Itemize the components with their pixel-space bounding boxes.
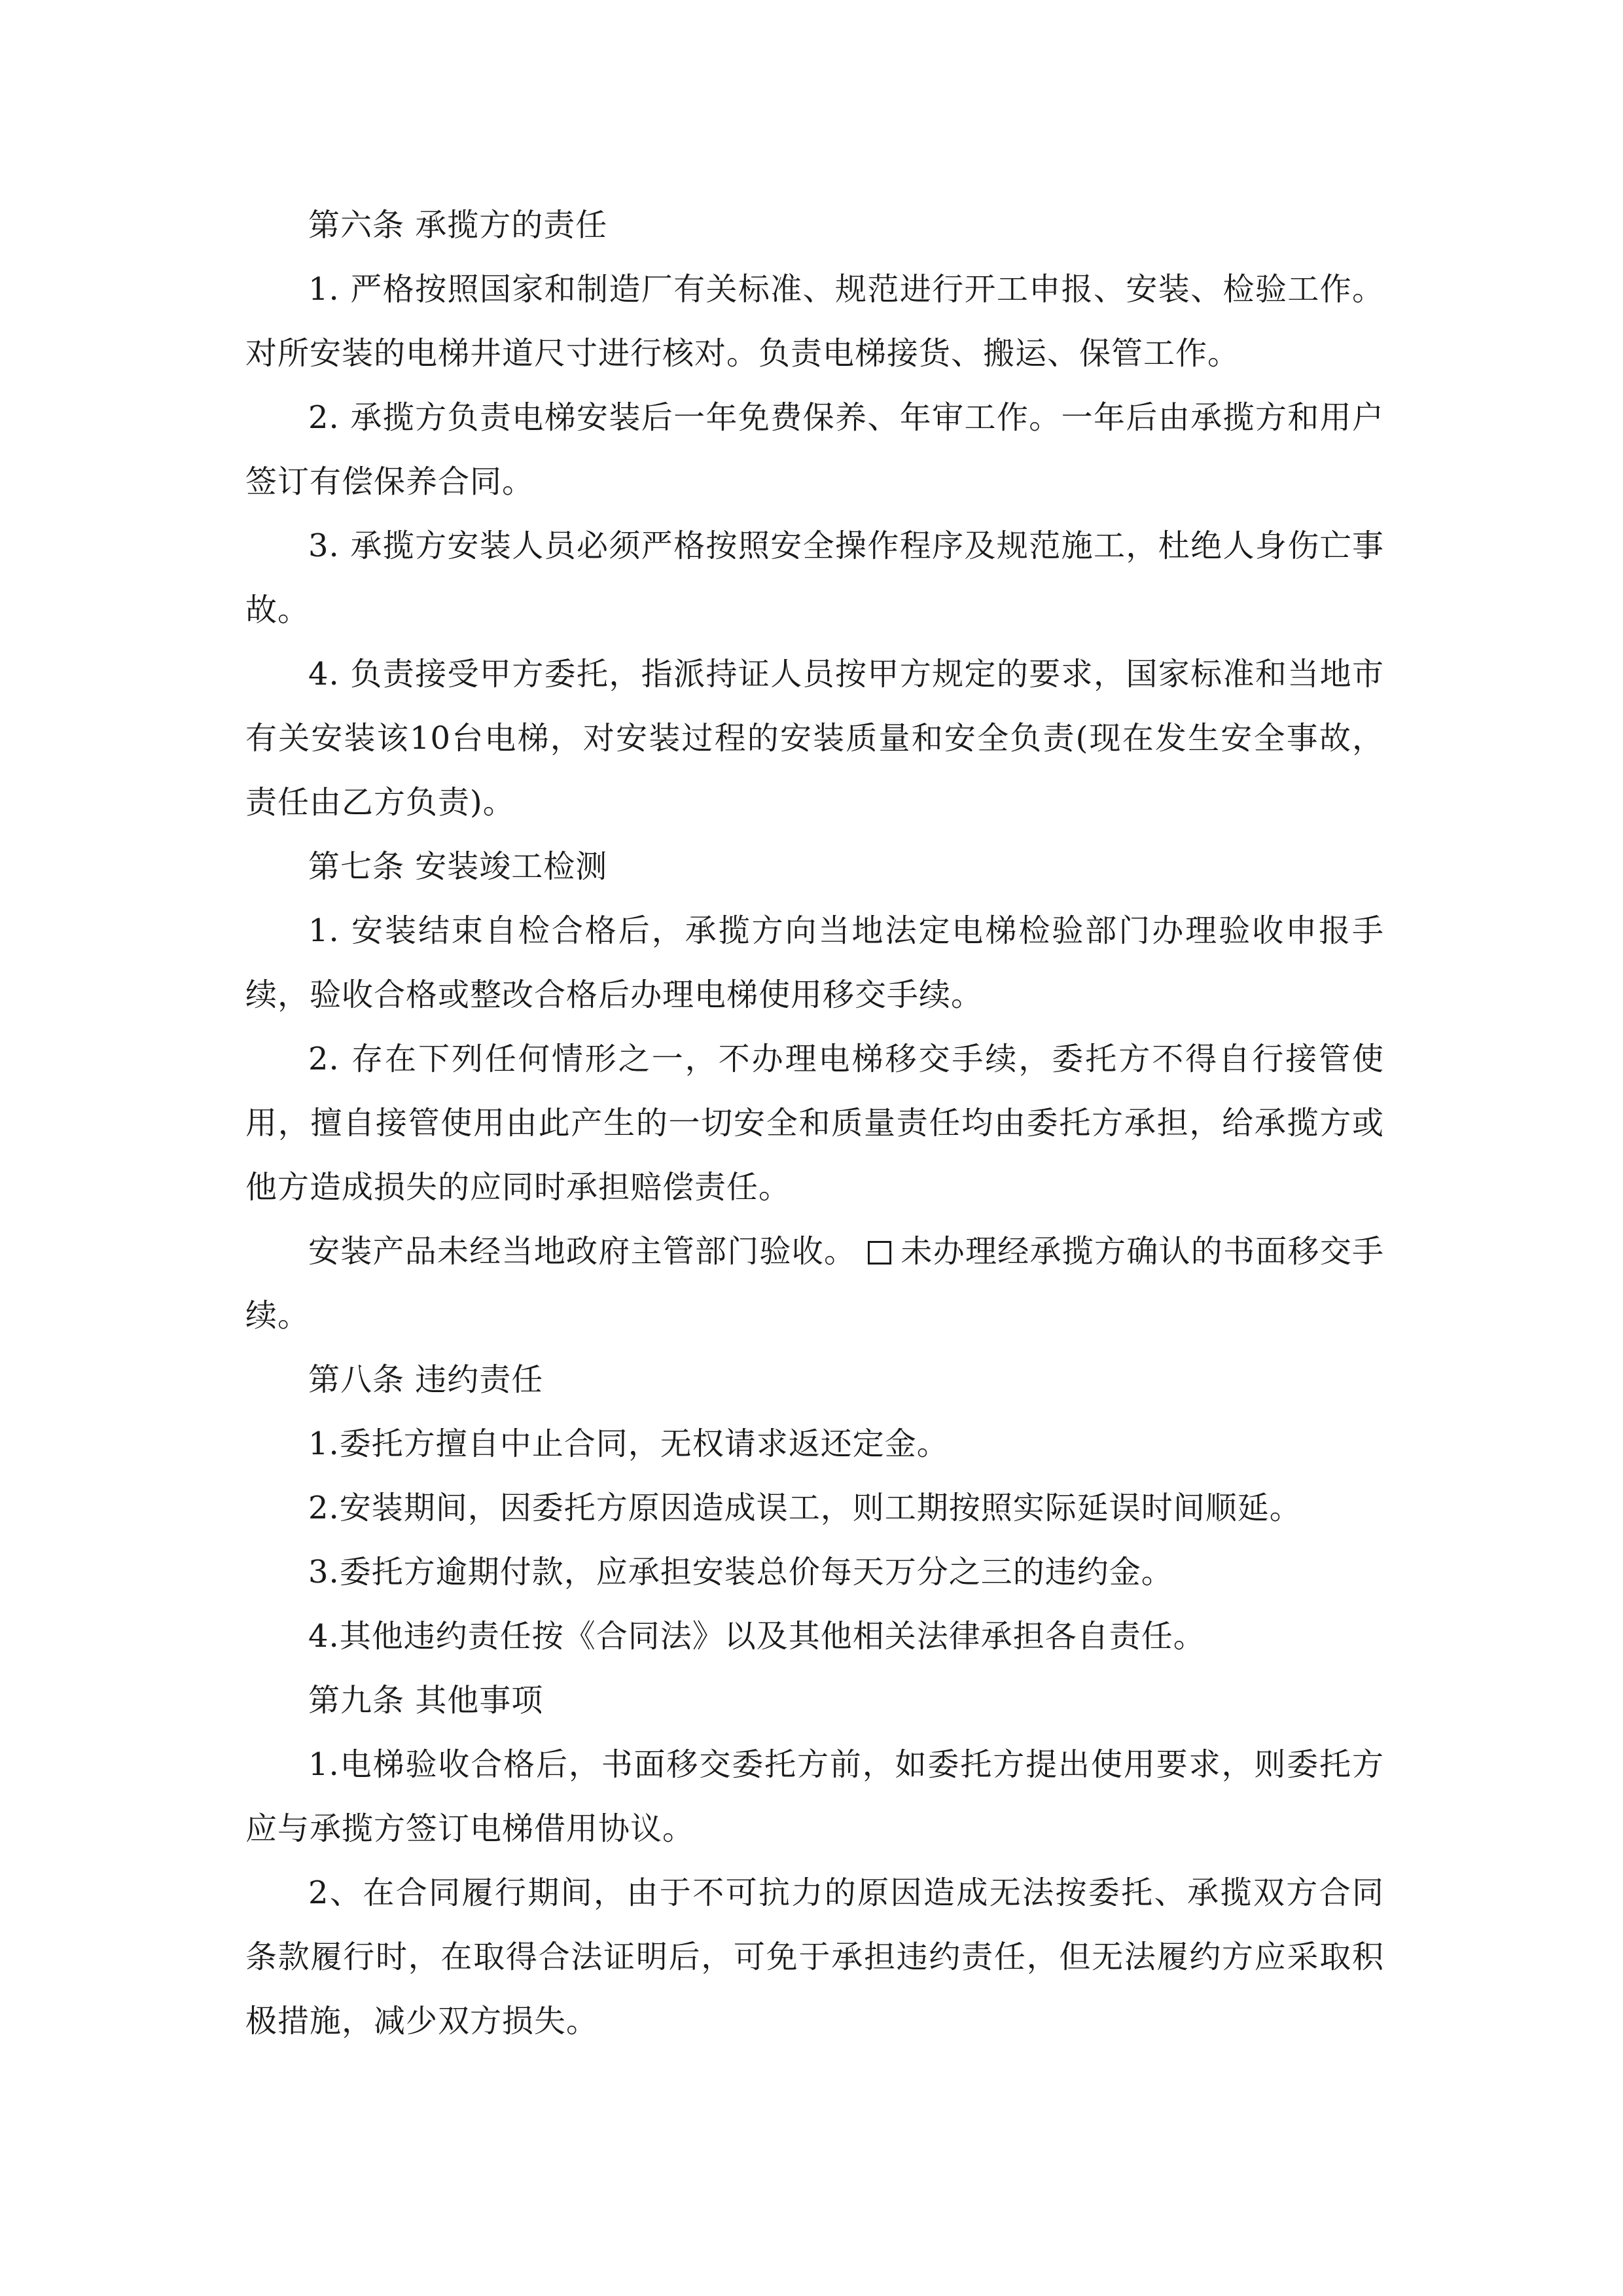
article-8-clause-2: 2.安装期间，因委托方原因造成误工，则工期按照实际延误时间顺延。 — [308, 1490, 1302, 1526]
article-7-heading: 第七条 安装竣工检测 — [308, 848, 608, 885]
checkbox-text-before: 安装产品未经当地政府主管部门验收。 — [308, 1233, 857, 1270]
article-6-clause-2: 2. 承揽方负责电梯安装后一年免费保养、年审工作。一年后由承揽方和用户签订有偿保养合同。 — [245, 399, 1384, 500]
checkbox-text-after: 未办理经承揽方确认的书面移交手续。 — [245, 1233, 1384, 1334]
article-9-clause-1: 1.电梯验收合格后，书面移交委托方前，如委托方提出使用要求，则委托方应与承揽方签订电梯借用协议。 — [245, 1746, 1384, 1847]
article-7-clause-1: 1. 安装结束自检合格后，承揽方向当地法定电梯检验部门办理验收申报手续，验收合格或整改合格后办理电梯使用移交手续。 — [245, 912, 1384, 1013]
article-8-clause-1: 1.委托方擅自中止合同，无权请求返还定金。 — [308, 1426, 949, 1462]
article-7-clause-2: 2. 存在下列任何情形之一，不办理电梯移交手续，委托方不得自行接管使用，擅自接管使用由此产生的一切安全和质量责任均由委托方承担，给承揽方或他方造成损失的应同时承担赔偿责任。 — [245, 1041, 1384, 1206]
article-6-heading: 第六条 承揽方的责任 — [308, 207, 608, 243]
article-9-heading: 第九条 其他事项 — [308, 1682, 544, 1719]
checkbox-paragraph — [245, 1219, 1384, 1348]
article-8-heading: 第八条 违约责任 — [308, 1361, 544, 1398]
checkbox-icon — [868, 1241, 891, 1265]
document-body — [245, 193, 1384, 2053]
article-9-clause-2: 2、在合同履行期间，由于不可抗力的原因造成无法按委托、承揽双方合同条款履行时，在取得合法证明后，可免于承担违约责任，但无法履约方应采取积极措施，减少双方损失。 — [245, 1874, 1384, 2039]
article-6-clause-4: 4. 负责接受甲方委托，指派持证人员按甲方规定的要求，国家标准和当地市有关安装该10台电梯，对安装过程的安装质量和安全负责(现在发生安全事故，责任由乙方负责)。 — [245, 656, 1384, 821]
article-8-clause-3: 3.委托方逾期付款，应承担安装总价每天万分之三的违约金。 — [308, 1554, 1173, 1590]
article-8-clause-4: 4.其他违约责任按《合同法》以及其他相关法律承担各自责任。 — [308, 1618, 1205, 1655]
article-6-clause-1: 1. 严格按照国家和制造厂有关标准、规范进行开工申报、安装、检验工作。对所安装的电梯井道尺寸进行核对。负责电梯接货、搬运、保管工作。 — [245, 271, 1384, 372]
article-6-clause-3: 3. 承揽方安装人员必须严格按照安全操作程序及规范施工，杜绝人身伤亡事故。 — [245, 528, 1384, 628]
